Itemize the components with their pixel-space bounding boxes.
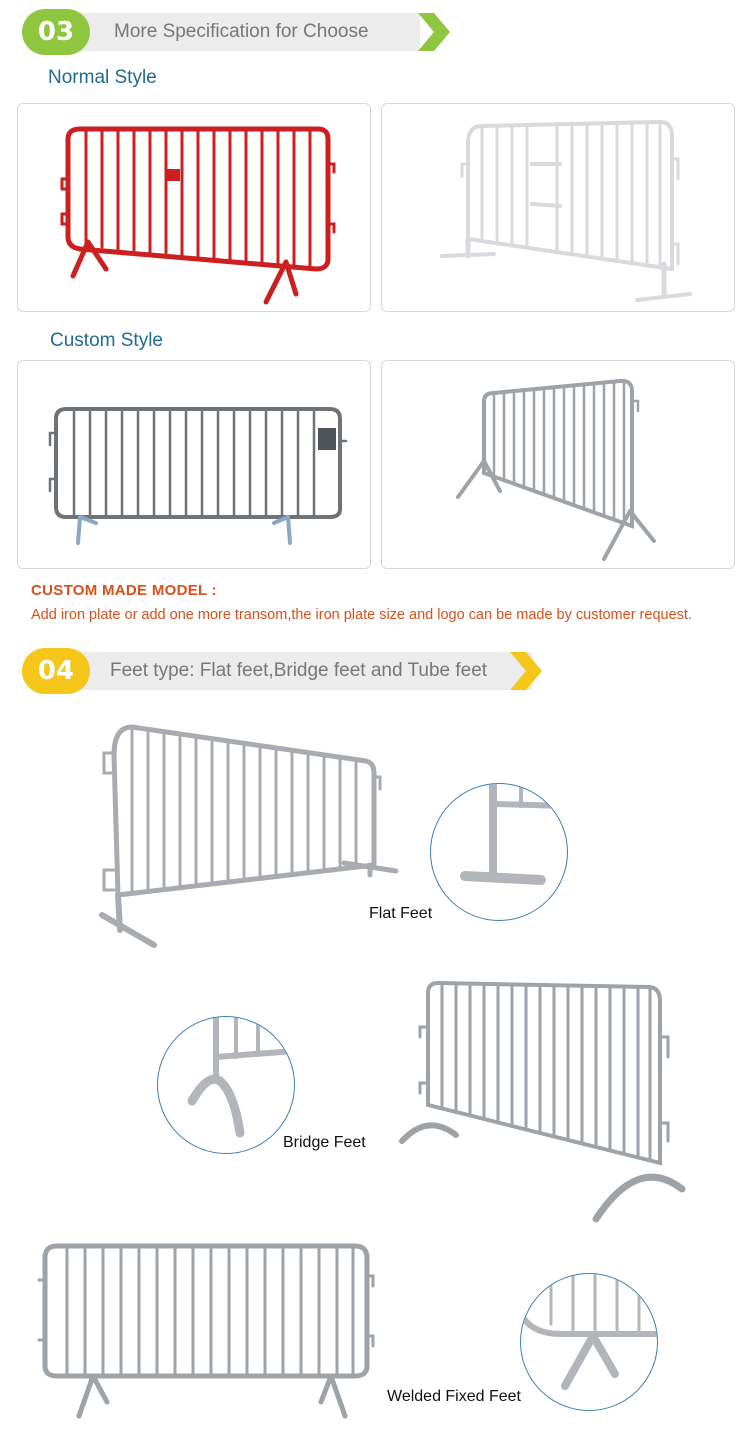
bridge-feet-barrier-image bbox=[398, 975, 698, 1225]
flat-feet-barrier-image bbox=[90, 715, 410, 955]
bridge-feet-detail-image bbox=[157, 1016, 295, 1154]
custom-barrier-with-plate-image bbox=[17, 360, 371, 569]
section-03-banner bbox=[22, 9, 434, 55]
section-04-title: Feet type: Flat feet,Bridge feet and Tube feet bbox=[70, 652, 532, 690]
welded-feet-label: Welded Fixed Feet bbox=[387, 1388, 521, 1405]
flat-feet-label: Flat Feet bbox=[369, 905, 433, 922]
section-04-banner bbox=[22, 648, 547, 694]
custom-barrier-tube-feet-image bbox=[381, 360, 735, 569]
normal-galvanized-barrier-image bbox=[381, 103, 735, 312]
section-03-number: 03 bbox=[22, 9, 90, 55]
section-04-number: 04 bbox=[22, 648, 90, 694]
custom-note-text: Add iron plate or add one more transom,the iron plate size and logo can be made by customer request. bbox=[31, 607, 692, 623]
custom-style-label: Custom Style bbox=[50, 330, 163, 351]
custom-note-title: CUSTOM MADE MODEL : bbox=[31, 582, 217, 599]
bridge-feet-label: Bridge Feet bbox=[283, 1134, 366, 1151]
normal-style-label: Normal Style bbox=[48, 67, 157, 88]
section-03-title: More Specification for Choose bbox=[74, 13, 420, 51]
welded-feet-detail-image bbox=[520, 1273, 658, 1411]
welded-feet-barrier-image bbox=[35, 1240, 380, 1425]
flat-feet-detail-image bbox=[430, 783, 568, 921]
normal-red-barrier-image bbox=[17, 103, 371, 312]
chevron-right-icon bbox=[414, 9, 454, 55]
chevron-right-icon bbox=[506, 648, 546, 694]
